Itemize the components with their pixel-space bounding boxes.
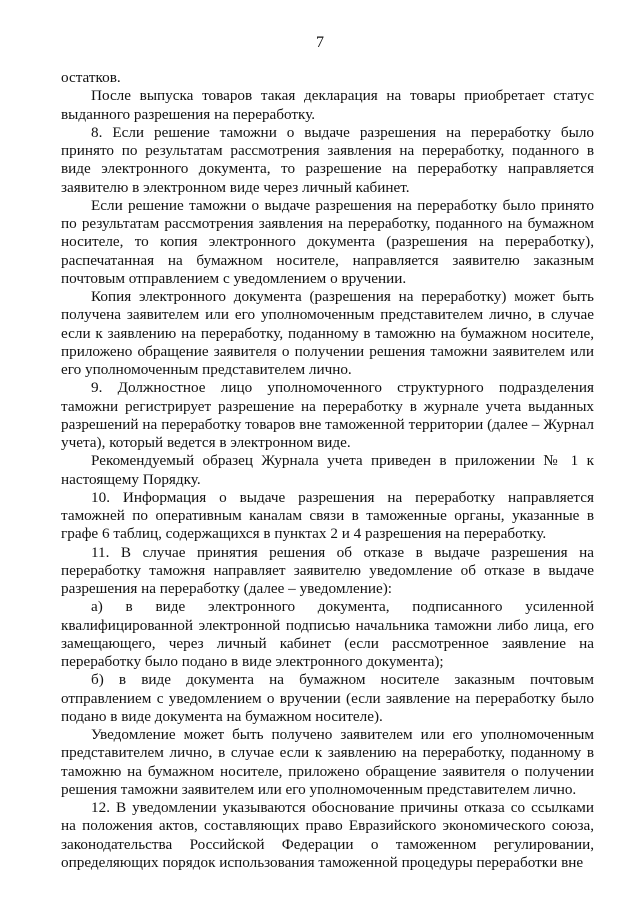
paragraph-item-11-a: а) в виде электронного документа, подписанного усиленной квалифицированной электронной подписью начальника таможни либо лица, его замещающего, через личный кабинет (если рассмотренное заявление на переработку было подано в виде электронного документа); <box>61 598 594 670</box>
paragraph-copy-in-person: Копия электронного документа (разрешения на переработку) может быть получена заявителем или его уполномоченным представителем лично, в случае если к заявлению на переработку, поданному в таможню на бумажном носителе, приложено обращение заявителя о получении решения таможни заявителем или его уполномоченным представителем лично. <box>61 288 594 378</box>
paragraph-paper-application: Если решение таможни о выдаче разрешения на переработку было принято по результатам рассмотрения заявления на переработку, поданного на бумажном носителе, то копия электронного документа (разрешения на переработку), распечатанная на бумажном носителе, направляется заявителю заказным почтовым отправлением с уведомлением о вручении. <box>61 196 594 287</box>
paragraph-notice-in-person: Уведомление может быть получено заявителем или его уполномоченным представителем лично, в случае если к заявлению на переработку, поданному в таможню на бумажном носителе, приложено обращение заявителя о получении решения таможни заявителем или его уполномоченным представителем лично. <box>61 726 594 798</box>
paragraph-declaration-status: После выпуска товаров такая декларация на товары приобретает статус выданного разрешения на переработку. <box>61 87 594 123</box>
paragraph-item-11: 11. В случае принятия решения об отказе в выдаче разрешения на переработку таможня направляет заявителю уведомление об отказе в выдаче разрешения на переработку (далее – уведомление): <box>61 543 594 597</box>
paragraph-item-10: 10. Информация о выдаче разрешения на переработку направляется таможней по оперативным каналам связи в таможенные органы, указанные в графе 6 таблиц, содержащихся в пунктах 2 и 4 разрешения на переработку. <box>61 488 594 543</box>
document-body <box>61 69 594 872</box>
paragraph-item-9: 9. Должностное лицо уполномоченного структурного подразделения таможни регистрирует разрешение на переработку в журнале учета выданных разрешений на переработку товаров вне таможенной территории (далее – Журнал учета), который ведется в электронном виде. <box>61 379 594 451</box>
paragraph-item-11-b: б) в виде документа на бумажном носителе заказным почтовым отправлением с уведомлением о вручении (если заявление на переработку было подано в виде документа на бумажном носителе). <box>61 671 594 725</box>
paragraph-journal-sample: Рекомендуемый образец Журнала учета приведен в приложении № 1 к настоящему Порядку. <box>61 452 594 488</box>
paragraph-item-12: 12. В уведомлении указываются обоснование причины отказа со ссылками на положения актов, составляющих право Евразийского экономического союза, законодательства Российской Федерации о таможенном регулировании, определяющих порядок использования таможенной процедуры переработки вне <box>61 799 594 871</box>
paragraph-remainder: остатков. <box>61 69 121 86</box>
paragraph-item-8: 8. Если решение таможни о выдаче разрешения на переработку было принято по результатам рассмотрения заявления на переработку, поданного в виде электронного документа, то разрешение на переработку направляется заявителю в электронном виде через личный кабинет. <box>61 123 594 196</box>
page-number: 7 <box>316 34 324 51</box>
